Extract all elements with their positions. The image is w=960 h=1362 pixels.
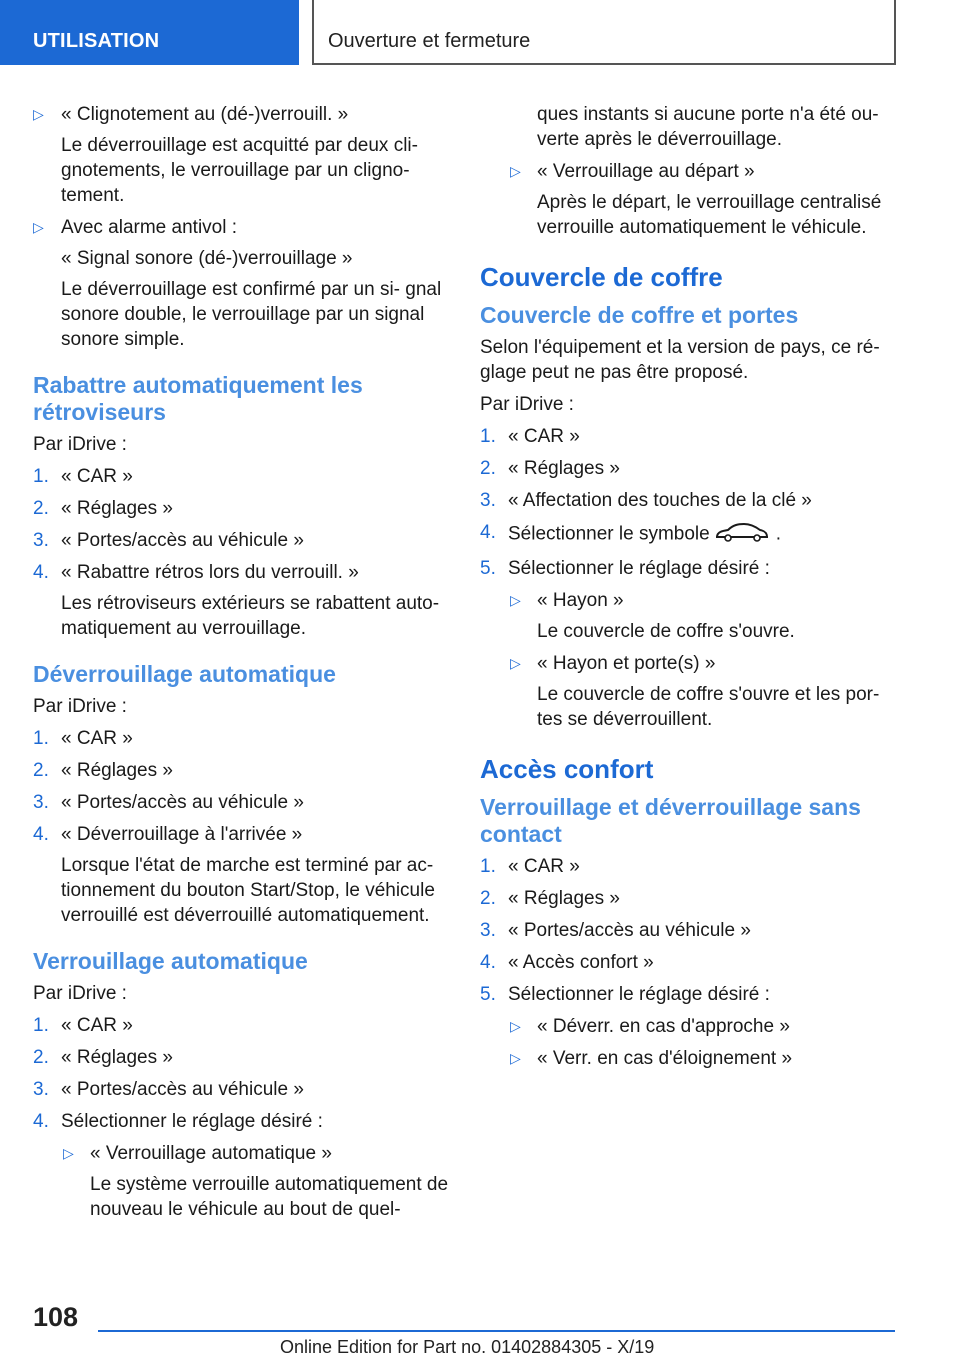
step-number: 1.	[33, 466, 49, 487]
step-number: 3.	[480, 920, 496, 941]
step-number: 2.	[480, 458, 496, 479]
step-item	[480, 488, 888, 513]
option-label: « Hayon et porte(s) »	[537, 653, 716, 674]
step-text: « Portes/accès au véhicule »	[508, 920, 751, 941]
bullet-triangle-icon: ▷	[510, 1050, 521, 1066]
step-number: 3.	[480, 490, 496, 511]
step-item	[480, 950, 888, 975]
step-item	[33, 528, 453, 553]
heading-auto-lock: Verrouillage automatique	[33, 948, 308, 974]
step-number: 3.	[33, 530, 49, 551]
option-label: « Verrouillage au départ »	[537, 161, 755, 182]
step-number: 4.	[480, 522, 496, 543]
chapter-title: Ouverture et fermeture	[328, 30, 531, 52]
option-item	[480, 159, 888, 184]
step-item	[33, 1045, 453, 1070]
step-text: « CAR »	[61, 1015, 133, 1036]
option-description: Le système verrouille automatiquement de nouveau le véhicule au bout de quel-	[90, 1174, 449, 1220]
option-description: Le couvercle de coffre s'ouvre.	[537, 621, 795, 642]
step-text: Sélectionner le réglage désiré :	[508, 984, 770, 1005]
right-column	[480, 102, 888, 1078]
step-text: « CAR »	[508, 856, 580, 877]
step-item	[33, 1109, 453, 1134]
step-item	[33, 726, 453, 751]
intro-text: Par iDrive :	[480, 394, 574, 415]
step-text: Sélectionner le réglage désiré :	[61, 1111, 323, 1132]
step-number: 1.	[33, 1015, 49, 1036]
item-description: Le déverrouillage est acquitté par deux cli- gnotements, le verrouillage par un cligno- tement.	[61, 135, 418, 206]
step-text: « Réglages »	[61, 1047, 173, 1068]
heading-mirrors: Rabattre automatiquement les rétroviseurs	[33, 372, 363, 425]
step-item	[480, 556, 888, 581]
step-item	[33, 758, 453, 783]
step-text: « Portes/accès au véhicule »	[61, 530, 304, 551]
step-item	[480, 424, 888, 449]
step-text: « Réglages »	[508, 458, 620, 479]
step-number: 2.	[480, 888, 496, 909]
heading-comfort-access: Accès confort	[480, 754, 654, 784]
step-text: « Déverrouillage à l'arrivée »	[61, 824, 303, 845]
step-number: 4.	[480, 952, 496, 973]
subheading-trunk-doors: Couvercle de coffre et portes	[480, 302, 799, 328]
heading-trunk: Couvercle de coffre	[480, 262, 723, 292]
footer-divider	[98, 1330, 895, 1332]
step-number: 4.	[33, 1111, 49, 1132]
option-description: ques instants si aucune porte n'a été ou- verte après le déverrouillage.	[537, 104, 879, 150]
heading-auto-unlock: Déverrouillage automatique	[33, 661, 336, 687]
option-label: « Verr. en cas d'éloignement »	[537, 1048, 793, 1069]
intro-text: Par iDrive :	[33, 983, 127, 1004]
step-text: « Réglages »	[508, 888, 620, 909]
step-number: 2.	[33, 498, 49, 519]
intro-text: Selon l'équipement et la version de pays, ce ré- glage peut ne pas être proposé.	[480, 337, 880, 383]
option-item	[480, 651, 888, 676]
item-label: Avec alarme antivol :	[61, 217, 238, 238]
step-number: 4.	[33, 562, 49, 583]
step-text: Sélectionner le réglage désiré :	[508, 558, 770, 579]
step-item	[33, 822, 453, 847]
step-item	[33, 560, 453, 585]
bullet-triangle-icon: ▷	[33, 219, 44, 235]
intro-text: Par iDrive :	[33, 434, 127, 455]
step-number: 5.	[480, 984, 496, 1005]
step-item	[480, 982, 888, 1007]
step-item	[480, 520, 888, 549]
bullet-triangle-icon: ▷	[510, 1018, 521, 1034]
list-item	[33, 215, 453, 240]
step-item	[33, 1077, 453, 1102]
bullet-triangle-icon: ▷	[63, 1145, 74, 1161]
step-text: « Accès confort »	[508, 952, 654, 973]
step-text: « Portes/accès au véhicule »	[61, 792, 304, 813]
option-item	[480, 1014, 888, 1039]
option-label: « Hayon »	[537, 590, 624, 611]
option-item	[480, 588, 888, 613]
item-label: « Clignotement au (dé-)verrouill. »	[61, 104, 349, 125]
step-item	[33, 1013, 453, 1038]
bullet-triangle-icon: ▷	[33, 106, 44, 122]
chapter-header	[312, 0, 896, 65]
step-item	[33, 790, 453, 815]
step-text: « Réglages »	[61, 760, 173, 781]
step-number: 2.	[33, 1047, 49, 1068]
step-number: 5.	[480, 558, 496, 579]
step-text: « Portes/accès au véhicule »	[61, 1079, 304, 1100]
bullet-triangle-icon: ▷	[510, 592, 521, 608]
step-number: 3.	[33, 792, 49, 813]
subheading-keyless: Verrouillage et déverrouillage sans contact	[480, 794, 861, 847]
step-number: 1.	[33, 728, 49, 749]
step-suffix: .	[775, 523, 781, 545]
step-number: 3.	[33, 1079, 49, 1100]
step-text: « Affectation des touches de la clé »	[508, 490, 812, 511]
option-description: Le couvercle de coffre s'ouvre et les por- tes se déverrouillent.	[537, 684, 880, 730]
step-number: 2.	[33, 760, 49, 781]
step-item	[480, 854, 888, 879]
item-description: Le déverrouillage est confirmé par un si- gnal sonore double, le verrouillage par un signal sonore simple.	[61, 279, 442, 350]
left-column	[33, 102, 453, 1229]
intro-text: Par iDrive :	[33, 696, 127, 717]
step-text: « Réglages »	[61, 498, 173, 519]
step-number: 1.	[480, 426, 496, 447]
bullet-triangle-icon: ▷	[510, 655, 521, 671]
step-item	[480, 918, 888, 943]
step-description: Lorsque l'état de marche est terminé par ac- tionnement du bouton Start/Stop, le véhicule verrouillé est déverrouillé automatiquement.	[61, 855, 435, 926]
step-item	[480, 456, 888, 481]
section-title: UTILISATION	[33, 30, 160, 52]
step-number: 4.	[33, 824, 49, 845]
list-item	[33, 102, 453, 127]
car-key-symbol-icon	[714, 520, 770, 549]
step-text: Sélectionner le symbole	[508, 523, 710, 545]
step-item	[33, 464, 453, 489]
page-number: 108	[33, 1302, 79, 1332]
option-label: « Déverr. en cas d'approche »	[537, 1016, 790, 1037]
step-text: « Rabattre rétros lors du verrouill. »	[61, 562, 359, 583]
step-number: 1.	[480, 856, 496, 877]
step-text: « CAR »	[508, 426, 580, 447]
option-description: Après le départ, le verrouillage centralisé verrouille automatiquement le véhicule.	[537, 192, 882, 238]
option-label: « Verrouillage automatique »	[90, 1143, 332, 1164]
option-item	[480, 1046, 888, 1071]
option-item	[33, 1141, 453, 1166]
section-tab	[0, 0, 299, 65]
item-sublabel: « Signal sonore (dé-)verrouillage »	[61, 248, 353, 269]
step-description: Les rétroviseurs extérieurs se rabattent auto- matiquement au verrouillage.	[61, 593, 440, 639]
footer-edition: Online Edition for Part no. 01402884305 - X/19	[280, 1337, 655, 1357]
step-text: « CAR »	[61, 466, 133, 487]
step-text: « CAR »	[61, 728, 133, 749]
bullet-triangle-icon: ▷	[510, 163, 521, 179]
step-item	[480, 886, 888, 911]
step-item	[33, 496, 453, 521]
